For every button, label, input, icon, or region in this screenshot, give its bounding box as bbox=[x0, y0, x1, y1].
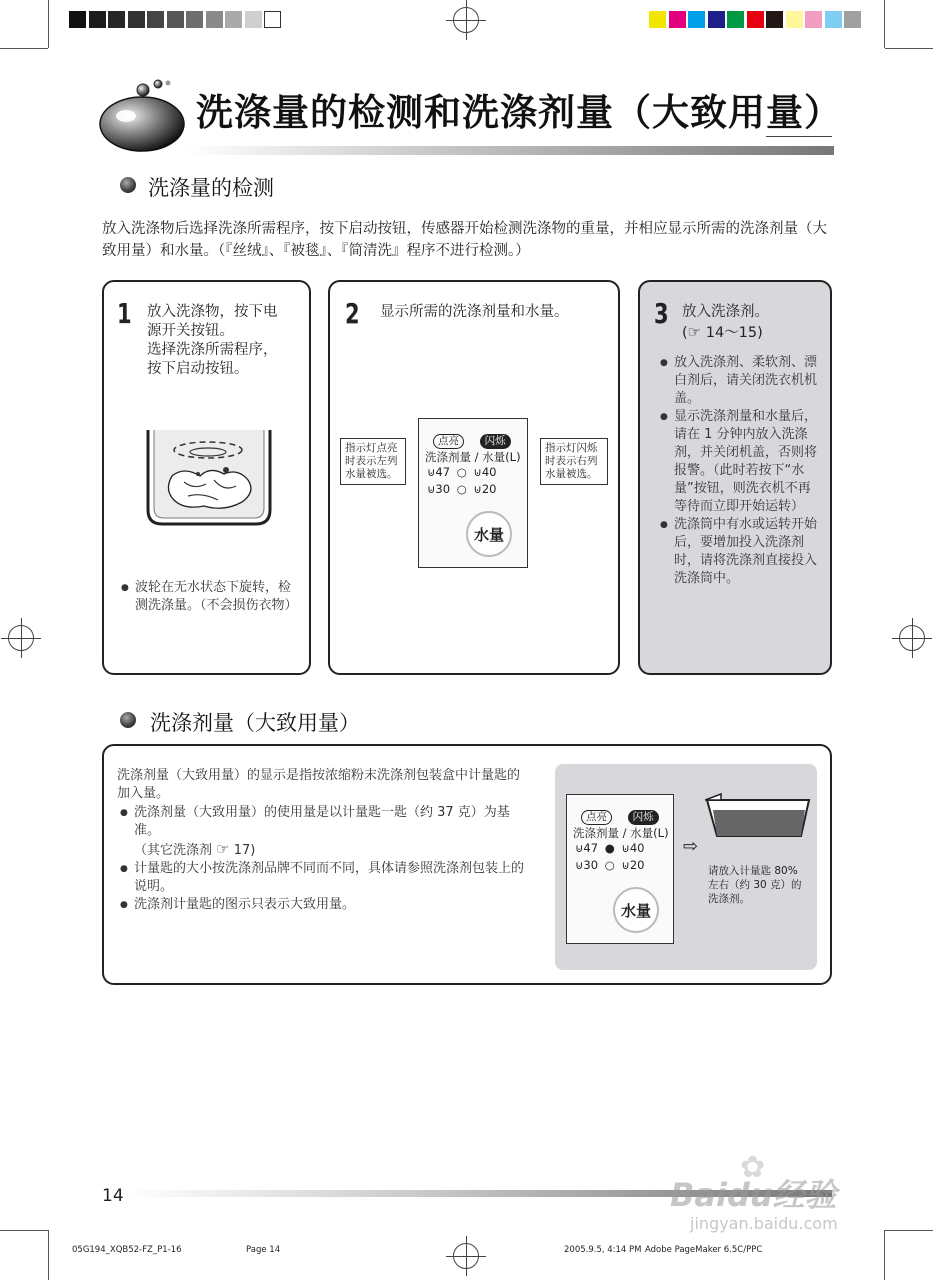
crop-mark bbox=[48, 1230, 49, 1280]
detergent-cup-icon: ⊍ bbox=[473, 465, 482, 479]
watermark-paw-icon: ✿ bbox=[740, 1150, 766, 1185]
watermark-brand: Baidu经验 bbox=[670, 1176, 837, 1214]
gray-swatch bbox=[89, 11, 106, 28]
step-2-text: 显示所需的洗涤剂量和水量。 bbox=[380, 304, 569, 320]
footer-date: 2005.9.5, 4:14 PM bbox=[564, 1245, 642, 1255]
page-title: 洗涤量的检测和洗涤剂量（大致用量） bbox=[196, 91, 842, 134]
gray-swatch bbox=[225, 11, 242, 28]
caption-line: 请放入计量匙 80% bbox=[708, 865, 798, 877]
lit-label: 点亮 bbox=[581, 810, 612, 825]
step-1-line: 放入洗涤物，按下电 bbox=[147, 304, 278, 320]
list-item: ● 显示洗涤剂量和水量后，请在 1 分钟内放入洗涤剂，并关闭机盖，否则将报警。（此时若按下“水量”按钮，则洗衣机不再等待而立即开始运转） bbox=[660, 408, 820, 516]
step-2-card bbox=[328, 280, 620, 675]
water-level-button[interactable]: 水量 bbox=[613, 887, 659, 933]
step-3-line1: 放入洗涤剂。 bbox=[682, 304, 769, 320]
row1-right-value: 40 bbox=[481, 465, 497, 479]
color-swatch bbox=[786, 11, 803, 28]
list-item: ● 洗涤剂计量匙的图示只表示大致用量。 bbox=[120, 896, 530, 914]
row1-right-value: 40 bbox=[629, 841, 645, 855]
detergent-cup-icon: ⊍ bbox=[575, 841, 584, 855]
gray-swatch bbox=[245, 11, 262, 28]
crop-mark bbox=[0, 48, 48, 49]
display-panel bbox=[566, 794, 674, 944]
footer-file: 05G194_XQB52-FZ_P1-16 bbox=[72, 1245, 182, 1255]
color-swatch bbox=[727, 11, 744, 28]
detergent-card bbox=[102, 744, 832, 985]
row2-left-value: 30 bbox=[435, 482, 451, 496]
title-underline bbox=[766, 136, 832, 137]
display-panel bbox=[418, 418, 528, 568]
callout-line: 水量被选。 bbox=[545, 468, 598, 480]
indicator-lamp-on-icon: ● bbox=[604, 841, 615, 855]
page-ref: 17) bbox=[233, 843, 256, 858]
flash-label: 闪烁 bbox=[480, 434, 511, 449]
callout-line: 时表示左列 bbox=[345, 455, 398, 467]
bullet-sub: （其它洗涤剂 bbox=[134, 843, 213, 858]
step-number: 1 bbox=[117, 297, 132, 330]
color-swatch bbox=[766, 11, 783, 28]
gray-swatch bbox=[186, 11, 203, 28]
color-swatch bbox=[825, 11, 842, 28]
gray-swatch bbox=[69, 11, 86, 28]
crop-mark bbox=[885, 48, 933, 49]
color-swatch bbox=[688, 11, 705, 28]
step-3-ref bbox=[682, 323, 763, 343]
color-swatch bbox=[747, 11, 764, 28]
detergent-bullets bbox=[120, 804, 530, 914]
color-swatch bbox=[708, 11, 725, 28]
step-3-bullets bbox=[660, 354, 820, 588]
list-item: ● 洗涤筒中有水或运转开始后，要增加投入洗涤剂时，请将洗涤剂直接投入洗涤筒中。 bbox=[660, 516, 820, 588]
indicator-lamp-icon: ○ bbox=[456, 465, 467, 479]
detergent-cup-icon: ⊍ bbox=[621, 858, 630, 872]
flash-label: 闪烁 bbox=[628, 810, 659, 825]
panel-row-2 bbox=[575, 858, 644, 872]
indicator-lamp-icon: ○ bbox=[604, 858, 615, 872]
step-1-card bbox=[102, 280, 311, 675]
washer-drum-illustration bbox=[144, 430, 274, 528]
detergent-illustration-area bbox=[555, 764, 817, 970]
lit-label: 点亮 bbox=[433, 434, 464, 449]
section-bullet-icon bbox=[120, 177, 136, 193]
list-item: ● 计量匙的大小按洗涤剂品牌不同而不同，具体请参照洗涤剂包装上的说明。 bbox=[120, 860, 530, 896]
watermark bbox=[670, 1150, 900, 1245]
gray-swatch bbox=[206, 11, 223, 28]
footer-page: Page 14 bbox=[246, 1245, 281, 1255]
list-item: ● 波轮在无水状态下旋转，检测洗涤量。（不会损伤衣物） bbox=[121, 579, 301, 615]
step-number: 3 bbox=[654, 297, 669, 330]
measuring-spoon-icon bbox=[705, 792, 811, 840]
intro-paragraph: 放入洗涤物后选择洗涤所需程序，按下启动按钮，传感器开始检测洗涤物的重量，并相应显示所需的洗涤剂量（大致用量）和水量。（『丝绒』、『被毯』、『简清洗』程序不进行检测。） bbox=[102, 221, 827, 259]
detergent-cup-icon: ⊍ bbox=[427, 482, 436, 496]
row2-right-value: 20 bbox=[481, 482, 497, 496]
indicator-labels bbox=[433, 433, 511, 449]
registration-mark bbox=[453, 7, 479, 33]
step-1-text bbox=[147, 303, 278, 379]
step-3-card bbox=[638, 280, 832, 675]
list-item: ● 放入洗涤剂、柔软剂、漂白剂后，请关闭洗衣机机盖。 bbox=[660, 354, 820, 408]
row1-left-value: 47 bbox=[583, 841, 599, 855]
watermark-url: jingyan.baidu.com bbox=[690, 1214, 838, 1233]
gray-swatch bbox=[167, 11, 184, 28]
step-1-line: 按下启动按钮。 bbox=[147, 361, 249, 377]
step-1-note bbox=[121, 579, 301, 615]
callout-line: 指示灯闪烁 bbox=[545, 442, 598, 454]
detergent-cup-icon: ⊍ bbox=[575, 858, 584, 872]
water-level-button[interactable]: 水量 bbox=[466, 511, 512, 557]
section-bullet-icon bbox=[120, 712, 136, 728]
panel-header: 洗涤剂量 / 水量(L) bbox=[573, 826, 669, 840]
step-1-line: 源开关按钮。 bbox=[147, 323, 234, 339]
detergent-lead: 洗涤剂量（大致用量）的显示是指按浓缩粉末洗涤剂包装盒中计量匙的加入量。 bbox=[117, 768, 521, 801]
detergent-cup-icon: ⊍ bbox=[473, 482, 482, 496]
crop-mark bbox=[884, 0, 885, 48]
page-number: 14 bbox=[102, 1186, 124, 1206]
gray-swatch bbox=[147, 11, 164, 28]
callout-lit bbox=[340, 438, 406, 485]
page-ref: 14～15) bbox=[705, 325, 763, 341]
row2-right-value: 20 bbox=[629, 858, 645, 872]
callout-line: 指示灯点亮 bbox=[345, 442, 398, 454]
registration-mark bbox=[8, 625, 34, 651]
step-1-line: 选择洗涤所需程序， bbox=[147, 342, 278, 358]
crop-mark bbox=[48, 0, 49, 48]
gray-swatch bbox=[108, 11, 125, 28]
row2-left-value: 30 bbox=[583, 858, 599, 872]
spoon-caption bbox=[708, 864, 802, 906]
crop-mark bbox=[0, 1230, 48, 1231]
panel-row-1 bbox=[575, 841, 644, 855]
row1-left-value: 47 bbox=[435, 465, 451, 479]
ref-paren: ( bbox=[682, 325, 688, 341]
color-swatch bbox=[669, 11, 686, 28]
registration-mark bbox=[453, 1243, 479, 1269]
registration-mark bbox=[899, 625, 925, 651]
panel-row-2 bbox=[427, 482, 496, 496]
gray-swatch bbox=[128, 11, 145, 28]
pointing-hand-icon: ☞ bbox=[687, 323, 702, 341]
caption-line: 洗涤剂。 bbox=[708, 893, 750, 905]
step-number: 2 bbox=[345, 297, 360, 330]
color-swatch bbox=[805, 11, 822, 28]
pointing-hand-icon: ☞ bbox=[216, 840, 230, 858]
callout-line: 水量被选。 bbox=[345, 468, 398, 480]
panel-header: 洗涤剂量 / 水量(L) bbox=[425, 450, 521, 464]
indicator-lamp-icon: ○ bbox=[456, 482, 467, 496]
footer-app: Adobe PageMaker 6.5C/PPC bbox=[645, 1245, 763, 1255]
color-swatch bbox=[649, 11, 666, 28]
panel-row-1 bbox=[427, 465, 496, 479]
callout-flash bbox=[540, 438, 608, 485]
caption-line: 左右（约 30 克）的 bbox=[708, 879, 802, 891]
title-rule bbox=[186, 146, 834, 155]
section-heading: 洗涤剂量（大致用量） bbox=[150, 711, 360, 735]
title-bubble-icon bbox=[98, 78, 190, 154]
arrow-right-icon: ⇨ bbox=[683, 836, 699, 857]
list-item bbox=[120, 804, 530, 860]
detergent-cup-icon: ⊍ bbox=[427, 465, 436, 479]
section-heading: 洗涤量的检测 bbox=[148, 176, 274, 200]
gray-swatch bbox=[264, 11, 281, 28]
callout-line: 时表示右列 bbox=[545, 455, 598, 467]
detergent-cup-icon: ⊍ bbox=[621, 841, 630, 855]
indicator-labels bbox=[581, 809, 659, 825]
color-swatch bbox=[844, 11, 861, 28]
bullet-text: 洗涤剂量（大致用量）的使用量是以计量匙一匙（约 37 克）为基准。 bbox=[134, 805, 510, 838]
